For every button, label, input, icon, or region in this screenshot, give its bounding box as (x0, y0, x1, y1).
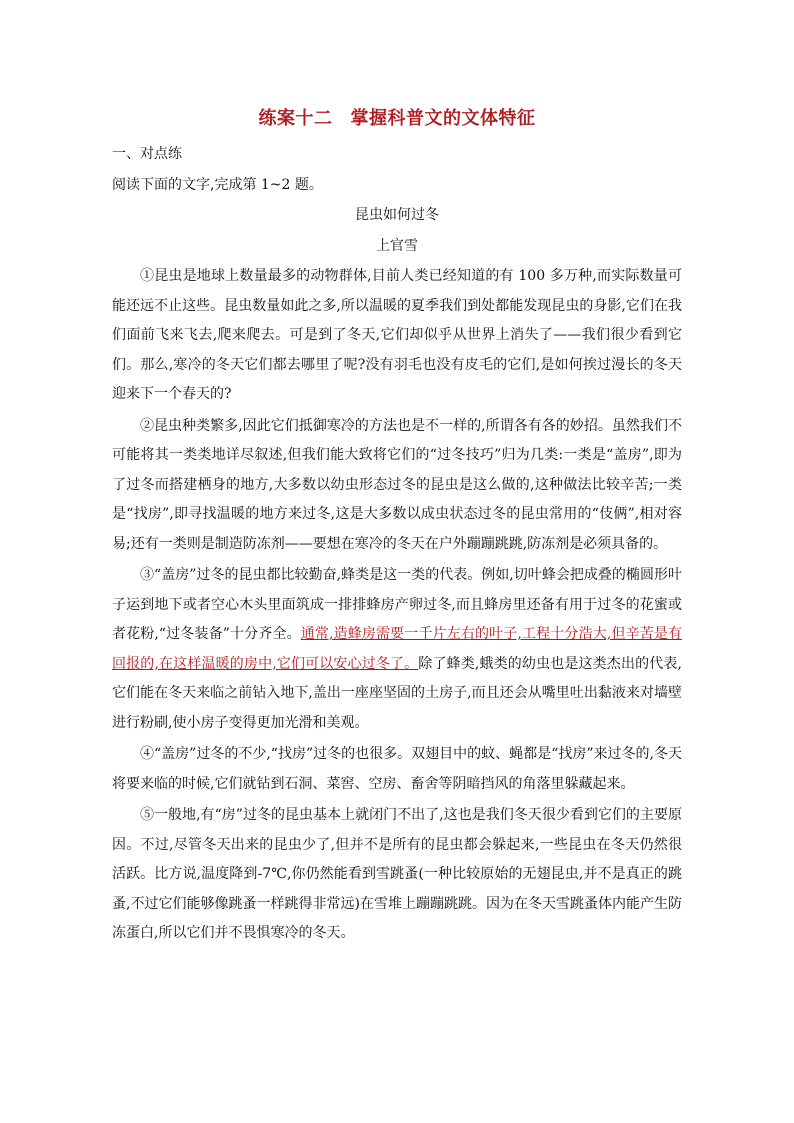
article-author: 上官雪 (376, 238, 418, 254)
page-title (0, 104, 794, 130)
title-lesson: 练案十二 (258, 108, 333, 129)
paragraph-2: ②昆虫种类繁多,因此它们抵御寒冷的方法也是不一样的,所谓各有各的妙招。虽然我们不可能将其一类类地详尽叙述,但我们能大致将它们的“过冬技巧”归为几类:一类是“盖房”,即为了过冬而搭建栖身的地方,大多数以幼虫形态过冬的昆虫是这么做的,这种做法比较辛苦;一类是“找房”,即寻找温暖的地方来过冬,这是大多数以成虫状态过冬的昆虫常用的“伎俩”,相对容易;还有一类则是制造防冻剂——要想在寒冷的冬天在户外蹦蹦跳跳,防冻剂是必须具备的。 (112, 417, 682, 552)
instruction-text: 阅读下面的文字,完成第 1~2 题。 (112, 177, 323, 193)
underlined-sentence: 通常,造蜂房需要一千片左右的叶子,工程十分浩大,但辛苦是有回报的,在这样温暖的房中,它们可以安心过冬了。 (112, 626, 683, 672)
article-title: 昆虫如何过冬 (355, 207, 439, 223)
paragraph-5: ⑤一般地,有“房”过冬的昆虫基本上就闭门不出了,这也是我们冬天很少看到它们的主要原因。不过,尽管冬天出来的昆虫少了,但并不是所有的昆虫都会躲起来,一些昆虫在冬天仍然很活跃。比方说,温度降到-7℃,你仍然能看到雪跳蚤(一种比较原始的无翅昆虫,并不是真正的跳蚤,不过它们能够像跳蚤一样跳得非常远)在雪堆上蹦蹦跳跳。因为在冬天雪跳蚤体内能产生防冻蛋白,所以它们并不畏惧寒冷的冬天。 (112, 807, 682, 941)
title-topic: 掌握科普文的文体特征 (350, 108, 536, 129)
paragraph-3 (112, 561, 682, 738)
section-heading: 一、对点练 (112, 146, 182, 162)
paragraph-3-text-a: ③“盖房”过冬的昆虫都比较勤奋,蜂类是这一类的代表。例如,切叶蜂会把成叠的椭圆形叶子运到地下或者空心木头里面筑成一排排蜂房产卵过冬,而且蜂房里还备有用于过冬的花蜜或者花粉,“过冬装备”十分齐全。 (112, 567, 682, 642)
paragraph-3-text-b: 除了蜂类,蛾类的幼虫也是这类杰出的代表,它们能在冬天来临之前钻入地下,盖出一座座坚固的土房子,而且还会从嘴里吐出黏液来对墙壁进行粉刷,使小房子变得更加光滑和美观。 (112, 655, 682, 731)
paragraph-4: ④“盖房”过冬的不少,“找房”过冬的也很多。双翅目中的蚊、蝇都是“找房”来过冬的,冬天将要来临的时候,它们就钻到石洞、菜窖、空房、畜舍等阴暗挡风的角落里躲藏起来。 (112, 746, 682, 792)
article-body (112, 262, 682, 949)
paragraph-1: ①昆虫是地球上数量最多的动物群体,目前人类已经知道的有 100 多万种,而实际数量可能还远不止这些。昆虫数量如此之多,所以温暖的夏季我们到处都能发现昆虫的身影,它们在我们面前飞来飞去,爬来爬去。可是到了冬天,它们却似乎从世界上消失了——我们很少看到它们。那么,寒冷的冬天它们都去哪里了呢?没有羽毛也没有皮毛的它们,是如何挨过漫长的冬天迎来下一个春天的? (112, 268, 682, 402)
